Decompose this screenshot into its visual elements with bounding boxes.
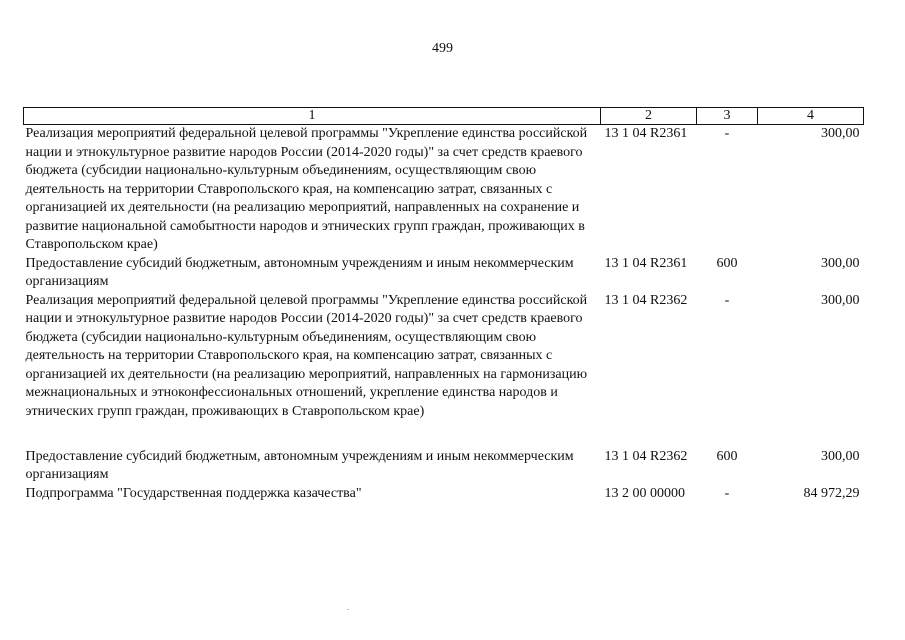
row-amount: 300,00	[821, 448, 860, 464]
row-type: 600	[716, 448, 738, 464]
row-amount: 300,00	[821, 292, 860, 308]
page-number: 499	[432, 41, 453, 56]
row-code: 13 2 00 00000	[604, 485, 685, 501]
table-body	[24, 125, 864, 505]
row-description: Предоставление субсидий бюджетным, автономным учреждениям и иным некоммерческим организациям	[25, 448, 574, 482]
table-row	[24, 125, 864, 255]
header-row	[24, 108, 864, 125]
column-header-3: 3	[697, 108, 758, 125]
budget-table	[23, 107, 864, 505]
row-amount: 300,00	[821, 126, 860, 141]
table-row	[24, 448, 864, 485]
row-code: 13 1 04 R2361	[604, 255, 688, 271]
table-row	[24, 292, 864, 448]
column-header-4: 4	[758, 108, 864, 125]
table-header	[24, 108, 864, 125]
row-code: 13 1 04 R2362	[604, 448, 688, 464]
row-description: Реализация мероприятий федеральной целевой программы "Укрепление единства российской нации и этнокультурное развитие народов России (2014-2020 годы)" за счет средств краевого бюджета (субсидии национально-культурным объединениям, осуществляющим свою деятельность на территории Ставропольского края, на компенсацию затрат, связанных с организацией их деятельности (на реализацию мероприятий, направленных на гармонизацию межнациональных и этноконфессиональных отношений, укрепление единства народов и этнических групп граждан, проживающих в Ставропольском крае)	[25, 292, 588, 419]
row-type: -	[724, 126, 730, 141]
row-type: -	[724, 292, 730, 308]
scan-speck	[347, 609, 349, 610]
column-header-1: 1	[24, 108, 601, 125]
row-description: Подпрограмма "Государственная поддержка казачества"	[25, 485, 362, 501]
column-header-2: 2	[601, 108, 697, 125]
row-code: 13 1 04 R2362	[604, 292, 688, 308]
row-amount: 300,00	[821, 255, 860, 271]
row-type: 600	[716, 255, 738, 271]
table-row	[24, 485, 864, 505]
row-amount: 84 972,29	[803, 485, 860, 501]
row-type: -	[724, 485, 730, 501]
row-description: Реализация мероприятий федеральной целевой программы "Укрепление единства российской нации и этнокультурное развитие народов России (2014-2020 годы)" за счет средств краевого бюджета (субсидии национально-культурным объединениям, осуществляющим свою деятельность на территории Ставропольского края, на компенсацию затрат, связанных с организацией их деятельности (на реализацию мероприятий, направленных на сохранение и развитие национальной самобытности народов и этнических групп граждан, проживающих в Ставропольском крае)	[25, 126, 588, 252]
row-description: Предоставление субсидий бюджетным, автономным учреждениям и иным некоммерческим организациям	[25, 255, 574, 289]
row-code: 13 1 04 R2361	[604, 126, 688, 141]
table-row	[24, 255, 864, 292]
